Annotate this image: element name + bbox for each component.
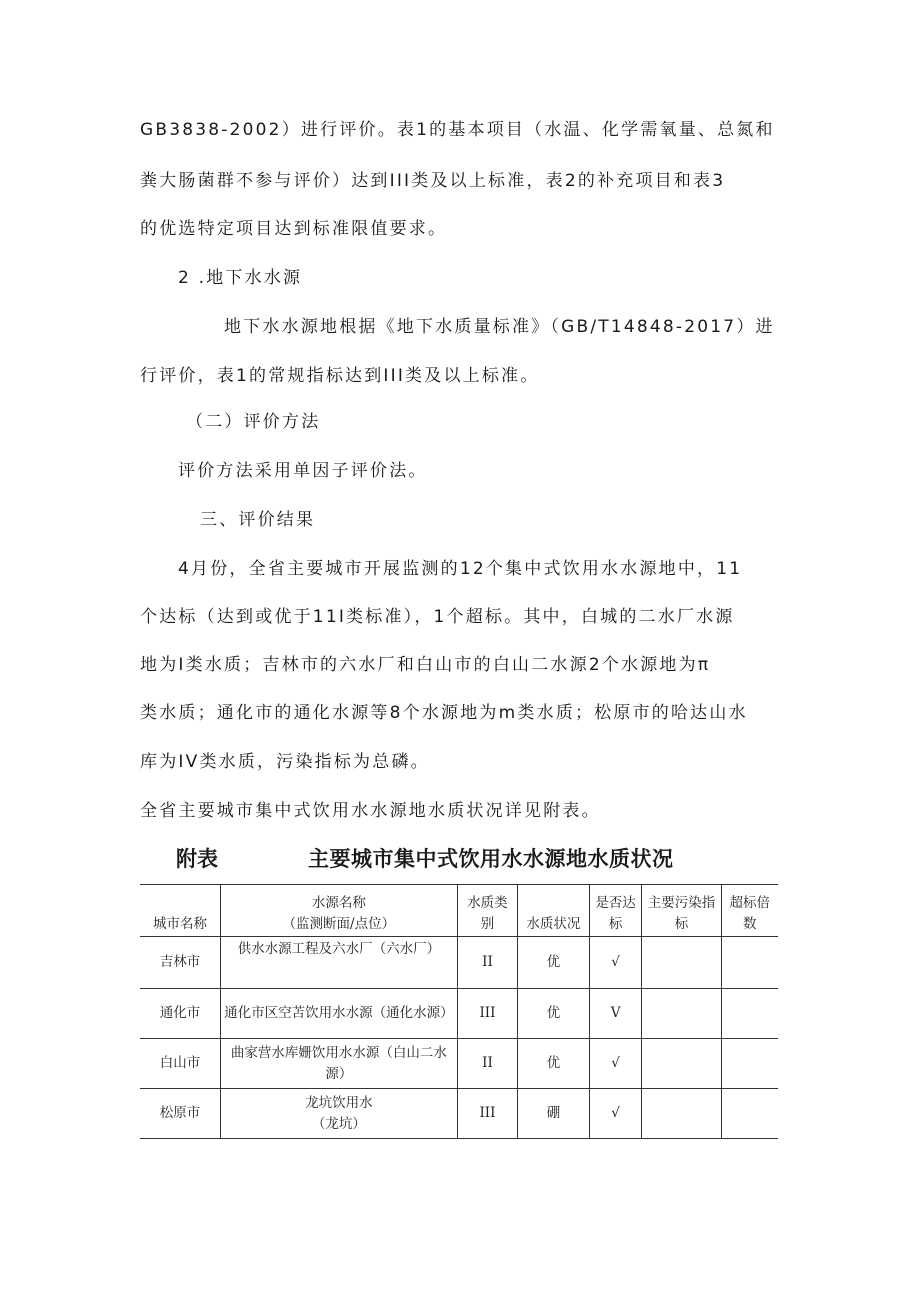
- cell-city: 松原市: [140, 1089, 220, 1139]
- paragraph-line: 类水质；通化市的通化水源等8个水源地为m类水质；松原市的哈达山水: [140, 703, 748, 723]
- paragraph-line: 行评价，表1的常规指标达到III类及以上标准。: [140, 366, 540, 386]
- cell-city: 通化市: [140, 989, 220, 1039]
- table-row: [140, 1089, 778, 1139]
- cell-status: 优: [518, 989, 590, 1039]
- cell-class: III: [457, 1089, 517, 1139]
- paragraph-line: 全省主要城市集中式饮用水水源地水质状况详见附表。: [140, 801, 601, 821]
- header-status: 水质状况: [518, 885, 590, 937]
- cell-city: 吉林市: [140, 937, 220, 989]
- header-exceed-ratio: 超标倍 数: [721, 885, 778, 937]
- cell-compliance: V: [589, 989, 642, 1039]
- paragraph-line: 地下水水源地根据《地下水质量标准》（GB/T14848-2017）进: [224, 317, 775, 337]
- cell-pollutant: [642, 1089, 721, 1139]
- cell-compliance: √: [589, 937, 642, 989]
- paragraph-line: 库为IV类水质，污染指标为总磷。: [140, 752, 430, 772]
- table-title: 主要城市集中式饮用水水源地水质状况: [308, 847, 674, 871]
- cell-compliance: √: [589, 1089, 642, 1139]
- cell-exceed-ratio: [721, 937, 778, 989]
- section-heading: 三、评价结果: [200, 510, 316, 530]
- table-label: 附表: [176, 847, 218, 871]
- cell-compliance: √: [589, 1039, 642, 1089]
- section-heading: （二）评价方法: [186, 412, 321, 432]
- cell-source: 曲家营水库姗饮用水水源（白山二水源）: [220, 1039, 457, 1089]
- cell-class: III: [457, 989, 517, 1039]
- header-source: 水源名称 （监测断面/点位）: [220, 885, 457, 937]
- cell-source: 通化市区空苫饮用水水源（通化水源）: [220, 989, 457, 1039]
- cell-pollutant: [642, 1039, 721, 1089]
- header-pollutant: 主要污染指 标: [642, 885, 721, 937]
- cell-city: 白山市: [140, 1039, 220, 1089]
- header-compliance: 是否达 标: [589, 885, 642, 937]
- paragraph-line: 粪大肠菌群不参与评价）达到III类及以上标准，表2的补充项目和表3: [140, 171, 726, 191]
- cell-exceed-ratio: [721, 1039, 778, 1089]
- header-city: 城市名称: [140, 885, 220, 937]
- table-row: [140, 1039, 778, 1089]
- paragraph-line: 的优选特定项目达到标准限值要求。: [140, 219, 448, 239]
- cell-source: 龙坑饮用水（龙坑）: [220, 1089, 457, 1139]
- cell-class: II: [457, 937, 517, 989]
- cell-status: 优: [518, 937, 590, 989]
- cell-status: 优: [518, 1039, 590, 1089]
- table-header-row: [140, 885, 778, 937]
- cell-class: II: [457, 1039, 517, 1089]
- cell-exceed-ratio: [721, 989, 778, 1039]
- cell-status: 硼: [518, 1089, 590, 1139]
- paragraph-line: 评价方法采用单因子评价法。: [178, 461, 428, 481]
- cell-exceed-ratio: [721, 1089, 778, 1139]
- table-heading: [140, 843, 780, 875]
- cell-pollutant: [642, 989, 721, 1039]
- section-heading: 2 .地下水水源: [178, 268, 303, 288]
- paragraph-line: GB3838-2002）进行评价。表1的基本项目（水温、化学需氧量、总氮和: [140, 120, 775, 140]
- paragraph-line: 地为I类水质；吉林市的六水厂和白山市的白山二水源2个水源地为π: [140, 655, 711, 675]
- header-class: 水质类 别: [457, 885, 517, 937]
- water-quality-table: [140, 884, 778, 1139]
- cell-pollutant: [642, 937, 721, 989]
- paragraph-line: 个达标（达到或优于11I类标准），1个超标。其中，白城的二水厂水源: [140, 607, 735, 627]
- paragraph-line: 4月份，全省主要城市开展监测的12个集中式饮用水水源地中，11: [178, 559, 743, 579]
- table-row: [140, 937, 778, 989]
- cell-source: 供水水源工程及六水厂（六水厂）: [220, 937, 457, 989]
- table-row: [140, 989, 778, 1039]
